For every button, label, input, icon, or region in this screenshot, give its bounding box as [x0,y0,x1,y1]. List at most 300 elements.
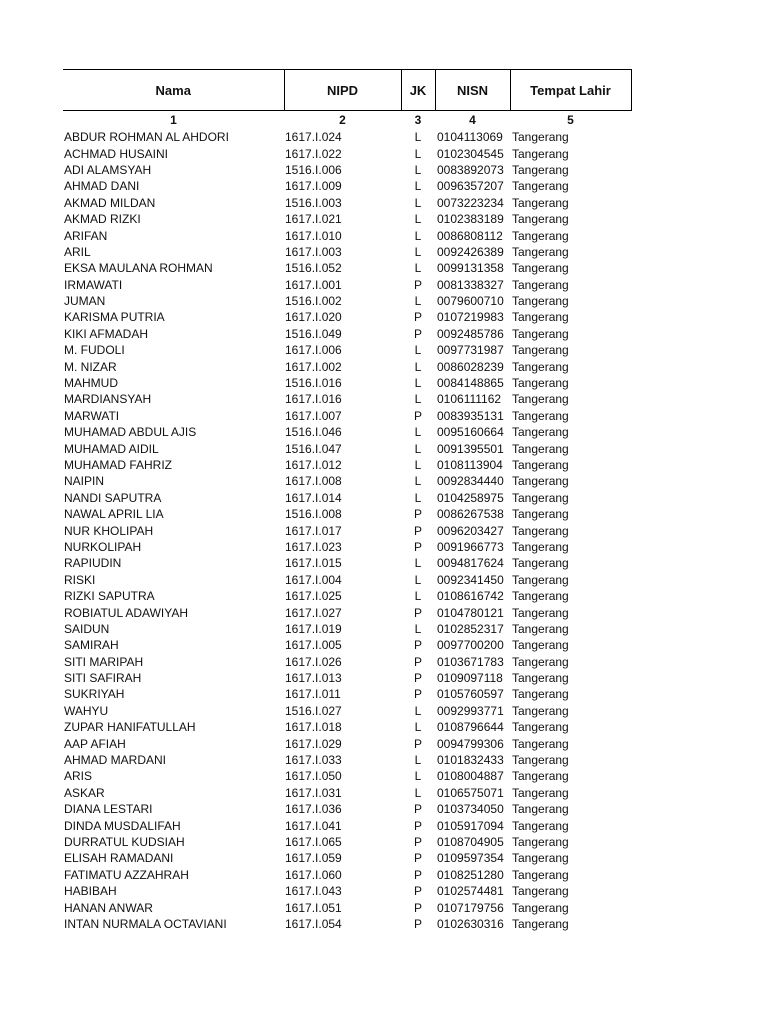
cell-nama: RAPIUDIN [64,556,122,571]
cell-nama: ASKAR [64,785,105,800]
cell-tempat-lahir: Tangerang [512,785,569,800]
cell-jk: P [413,834,422,849]
cell-nipd: 1617.I.025 [285,589,342,604]
cell-nama: ACHMAD HUSAINI [64,146,169,161]
table-row [63,621,631,637]
cell-nipd: 1516.I.006 [285,162,342,177]
table-row [63,637,631,653]
cell-nama: ELISAH RAMADANI [64,851,174,866]
cell-tempat-lahir: Tangerang [512,507,569,522]
cell-tempat-lahir: Tangerang [512,310,569,325]
cell-tempat-lahir: Tangerang [512,867,569,882]
cell-tempat-lahir: Tangerang [512,834,569,849]
table-row [63,817,631,833]
cell-nipd: 1516.I.002 [285,294,342,309]
cell-tempat-lahir: Tangerang [512,703,569,718]
cell-tempat-lahir: Tangerang [512,408,569,423]
table-row [63,867,631,883]
table-row [63,408,631,424]
cell-nisn: 0103734050 [437,802,504,817]
cell-jk: L [414,162,422,177]
cell-nipd: 1617.I.024 [285,130,342,145]
cell-nisn: 0105917094 [437,818,504,833]
cell-nisn: 0103671783 [437,654,504,669]
cell-nama: SAIDUN [64,621,110,636]
cell-jk: P [413,671,422,686]
cell-tempat-lahir: Tangerang [512,343,569,358]
cell-jk: L [414,195,422,210]
table-row [63,326,631,342]
table-row [63,768,631,784]
cell-nisn: 0104258975 [437,490,504,505]
table-row [63,588,631,604]
cell-jk: L [414,343,422,358]
table-row [63,801,631,817]
cell-nama: SITI MARIPAH [64,654,144,669]
cell-jk: P [413,408,422,423]
cell-nipd: 1516.I.008 [285,507,342,522]
table-row [63,227,631,243]
cell-nisn: 0108616742 [437,589,504,604]
table-row [63,358,631,374]
table-row [63,293,631,309]
cell-nipd: 1617.I.017 [285,523,342,538]
cell-jk: L [414,294,422,309]
header-row [63,70,631,111]
cell-jk: L [414,785,422,800]
cell-nisn: 0106111162 [437,392,502,407]
cell-jk: P [413,736,422,751]
cell-tempat-lahir: Tangerang [512,523,569,538]
table-row [63,703,631,719]
cell-tempat-lahir: Tangerang [512,802,569,817]
table-row [63,145,631,161]
header-tempat-lahir: Tempat Lahir [510,70,631,111]
table-row [63,752,631,768]
cell-jk: L [414,572,422,587]
cell-nisn: 0083935131 [437,408,504,423]
table-row [63,670,631,686]
cell-nisn: 0086267538 [437,507,504,522]
cell-nama: AKMAD MILDAN [64,195,156,210]
cell-nipd: 1617.I.015 [285,556,342,571]
cell-nama: WAHYU [64,703,109,718]
cell-tempat-lahir: Tangerang [512,572,569,587]
cell-jk: L [414,556,422,571]
cell-nipd: 1617.I.031 [285,785,342,800]
cell-jk: P [413,310,422,325]
cell-nipd: 1617.I.004 [285,572,342,587]
cell-jk: P [413,326,422,341]
cell-nisn: 0107219983 [437,310,504,325]
cell-nipd: 1617.I.003 [285,244,342,259]
header-nama: Nama [63,70,284,111]
cell-nipd: 1617.I.033 [285,753,342,768]
cell-nisn: 0108796644 [437,720,504,735]
cell-nama: AHMAD MARDANI [64,753,167,768]
cell-jk: L [414,359,422,374]
table-row [63,834,631,850]
cell-nisn: 0104113069 [437,130,503,145]
table-row [63,735,631,751]
table-row [63,785,631,801]
cell-tempat-lahir: Tangerang [512,753,569,768]
cell-jk: P [413,654,422,669]
table-row [63,490,631,506]
cell-tempat-lahir: Tangerang [512,671,569,686]
cell-jk: L [414,228,422,243]
table-row [63,654,631,670]
cell-tempat-lahir: Tangerang [512,900,569,915]
cell-nisn: 0092426389 [437,244,504,259]
cell-nisn: 0091395501 [437,441,504,456]
column-number: 5 [567,113,574,127]
header-jk: JK [401,70,435,111]
cell-nipd: 1617.I.050 [285,769,342,784]
table-row [63,178,631,194]
cell-nisn: 0108004887 [437,769,504,784]
header-nisn: NISN [435,70,510,111]
cell-nisn: 0102574481 [437,884,504,899]
cell-tempat-lahir: Tangerang [512,458,569,472]
cell-nisn: 0081338327 [437,277,504,292]
cell-jk: P [413,605,422,620]
cell-tempat-lahir: Tangerang [512,326,569,341]
cell-nipd: 1617.I.041 [285,818,342,833]
cell-nipd: 1617.I.014 [285,490,342,505]
student-list-sheet [63,69,763,932]
cell-nama: AAP AFIAH [64,736,126,751]
cell-nipd: 1617.I.026 [285,654,342,669]
cell-nisn: 0109597354 [437,851,504,866]
cell-jk: L [414,441,422,456]
cell-nipd: 1516.I.047 [285,441,342,456]
cell-nisn: 0094817624 [437,556,504,571]
table-row [63,342,631,358]
cell-nisn: 0108113904 [437,458,503,472]
cell-jk: L [414,458,422,472]
cell-nisn: 0086808112 [437,228,503,243]
table-row [63,211,631,227]
cell-nisn: 0104780121 [437,605,504,620]
cell-tempat-lahir: Tangerang [512,179,569,194]
cell-tempat-lahir: Tangerang [512,277,569,292]
cell-nama: NAIPIN [64,474,105,489]
cell-nama: ZUPAR HANIFATULLAH [64,720,196,735]
cell-nisn: 0099131358 [437,261,504,276]
cell-tempat-lahir: Tangerang [512,441,569,456]
cell-jk: P [413,916,422,931]
cell-nipd: 1617.I.051 [285,900,342,915]
cell-jk: P [413,884,422,899]
cell-nisn: 0083892073 [437,162,504,177]
cell-tempat-lahir: Tangerang [512,589,569,604]
cell-nama: SITI SAFIRAH [64,671,142,686]
cell-jk: P [413,900,422,915]
cell-nipd: 1617.I.016 [285,392,342,407]
student-table [63,69,632,932]
cell-nama: NANDI SAPUTRA [64,490,162,505]
cell-tempat-lahir: Tangerang [512,736,569,751]
cell-nipd: 1516.I.052 [285,261,342,276]
cell-tempat-lahir: Tangerang [512,687,569,702]
cell-nama: INTAN NURMALA OCTAVIANI [64,916,227,931]
cell-tempat-lahir: Tangerang [512,490,569,505]
table-row [63,277,631,293]
cell-nipd: 1617.I.023 [285,539,342,554]
cell-nama: DINDA MUSDALIFAH [64,818,181,833]
cell-nipd: 1617.I.029 [285,736,342,751]
cell-nipd: 1617.I.022 [285,146,342,161]
cell-jk: P [413,818,422,833]
cell-nipd: 1617.I.007 [285,408,342,423]
cell-nama: MARDIANSYAH [64,392,152,407]
cell-nama: ADI ALAMSYAH [64,162,152,177]
cell-nama: M. NIZAR [64,359,117,374]
cell-jk: L [414,621,422,636]
column-number-row [63,111,631,130]
cell-nisn: 0092485786 [437,326,504,341]
cell-nama: EKSA MAULANA ROHMAN [64,261,213,276]
cell-nipd: 1617.I.043 [285,884,342,899]
cell-jk: L [414,212,422,227]
cell-nama: RIZKI SAPUTRA [64,589,155,604]
table-row [63,539,631,555]
cell-jk: P [413,507,422,522]
cell-jk: L [414,146,422,161]
cell-nisn: 0106575071 [437,785,504,800]
table-row [63,899,631,915]
cell-nipd: 1617.I.020 [285,310,342,325]
cell-nisn: 0102383189 [437,212,504,227]
column-number: 3 [414,113,422,127]
cell-tempat-lahir: Tangerang [512,556,569,571]
table-row [63,391,631,407]
table-row [63,162,631,178]
cell-tempat-lahir: Tangerang [512,425,569,440]
cell-tempat-lahir: Tangerang [512,228,569,243]
cell-nipd: 1617.I.059 [285,851,342,866]
cell-nama: FATIMATU AZZAHRAH [64,867,189,882]
cell-nama: NAWAL APRIL LIA [64,507,164,522]
cell-tempat-lahir: Tangerang [512,539,569,554]
cell-tempat-lahir: Tangerang [512,916,569,931]
cell-nama: IRMAWATI [64,277,123,292]
cell-jk: L [414,753,422,768]
cell-nama: NURKOLIPAH [64,539,142,554]
cell-nisn: 0096203427 [437,523,504,538]
header-nipd: NIPD [284,70,401,111]
cell-jk: L [414,769,422,784]
cell-nipd: 1516.I.016 [285,376,342,391]
cell-nipd: 1617.I.019 [285,621,342,636]
table-row [63,686,631,702]
cell-nama: KIKI AFMADAH [64,326,149,341]
cell-jk: L [414,425,422,440]
cell-nisn: 0092993771 [437,703,504,718]
table-row [63,244,631,260]
cell-nipd: 1617.I.027 [285,605,342,620]
cell-jk: L [414,392,422,407]
cell-jk: P [413,867,422,882]
cell-nisn: 0102630316 [437,916,504,931]
cell-nipd: 1617.I.011 [285,687,341,702]
cell-tempat-lahir: Tangerang [512,769,569,784]
cell-nama: MUHAMAD FAHRIZ [64,458,172,472]
cell-tempat-lahir: Tangerang [512,359,569,374]
cell-nisn: 0079600710 [437,294,504,309]
cell-nisn: 0096357207 [437,179,504,194]
cell-nisn: 0105760597 [437,687,504,702]
cell-jk: L [414,703,422,718]
cell-tempat-lahir: Tangerang [512,162,569,177]
cell-nama: HANAN ANWAR [64,900,153,915]
table-row [63,506,631,522]
cell-nisn: 0084148865 [437,376,504,391]
table-row [63,260,631,276]
cell-jk: P [413,523,422,538]
cell-nama: AKMAD RIZKI [64,212,141,227]
cell-nipd: 1617.I.009 [285,179,342,194]
column-number: 1 [170,113,177,127]
cell-tempat-lahir: Tangerang [512,720,569,735]
cell-nama: AHMAD DANI [64,179,140,194]
column-number: 2 [339,113,346,127]
cell-nama: SAMIRAH [64,638,119,653]
table-row [63,473,631,489]
cell-nama: ABDUR ROHMAN AL AHDORI [64,130,229,145]
cell-nipd: 1617.I.060 [285,867,342,882]
cell-nama: MUHAMAD ABDUL AJIS [64,425,197,440]
cell-nama: ARIS [64,769,93,784]
cell-nisn: 0086028239 [437,359,504,374]
cell-jk: P [413,277,422,292]
cell-tempat-lahir: Tangerang [512,621,569,636]
cell-tempat-lahir: Tangerang [512,654,569,669]
cell-nipd: 1617.I.002 [285,359,342,374]
cell-nama: DURRATUL KUDSIAH [64,834,185,849]
cell-nisn: 0102852317 [437,621,504,636]
cell-jk: P [413,851,422,866]
cell-tempat-lahir: Tangerang [512,376,569,391]
cell-nama: MARWATI [64,408,120,423]
cell-jk: L [414,376,422,391]
cell-tempat-lahir: Tangerang [512,474,569,489]
cell-nisn: 0102304545 [437,146,504,161]
cell-tempat-lahir: Tangerang [512,261,569,276]
cell-nipd: 1617.I.036 [285,802,342,817]
cell-nama: JUMAN [64,294,106,309]
cell-jk: L [414,261,422,276]
cell-nipd: 1617.I.054 [285,916,342,931]
cell-jk: P [413,539,422,554]
cell-nisn: 0091966773 [437,539,504,554]
table-row [63,129,631,145]
cell-tempat-lahir: Tangerang [512,294,569,309]
cell-jk: L [414,589,422,604]
cell-nipd: 1516.I.027 [285,703,342,718]
cell-jk: P [413,687,422,702]
cell-tempat-lahir: Tangerang [512,195,569,210]
cell-nisn: 0092341450 [437,572,504,587]
cell-nama: HABIBAH [64,884,117,899]
cell-nama: RISKI [64,572,96,587]
cell-nama: ROBIATUL ADAWIYAH [64,605,189,620]
cell-nama: MAHMUD [64,376,118,391]
cell-jk: P [413,638,422,653]
cell-nama: DIANA LESTARI [64,802,153,817]
cell-nisn: 0095160664 [437,425,504,440]
cell-jk: L [414,244,422,259]
cell-nipd: 1516.I.049 [285,326,342,341]
cell-nisn: 0097731987 [437,343,504,358]
cell-nipd: 1617.I.012 [285,458,342,472]
cell-nama: ARIL [64,244,91,259]
cell-jk: L [414,490,422,505]
cell-nipd: 1617.I.008 [285,474,342,489]
cell-tempat-lahir: Tangerang [512,130,569,145]
cell-nama: KARISMA PUTRIA [64,310,165,325]
cell-tempat-lahir: Tangerang [512,146,569,161]
table-row [63,719,631,735]
cell-nipd: 1617.I.006 [285,343,342,358]
cell-nisn: 0094799306 [437,736,504,751]
table-row [63,850,631,866]
cell-tempat-lahir: Tangerang [512,392,569,407]
cell-nama: SUKRIYAH [64,687,125,702]
cell-nama: ARIFAN [64,228,108,243]
cell-jk: L [414,720,422,735]
cell-tempat-lahir: Tangerang [512,244,569,259]
table-row [63,457,631,473]
table-row [63,522,631,538]
table-row [63,375,631,391]
cell-nipd: 1516.I.046 [285,425,342,440]
cell-jk: L [414,130,422,145]
cell-nipd: 1617.I.005 [285,638,342,653]
cell-nisn: 0097700200 [437,638,504,653]
table-row [63,195,631,211]
cell-tempat-lahir: Tangerang [512,851,569,866]
cell-nipd: 1516.I.003 [285,195,342,210]
cell-nama: NUR KHOLIPAH [64,523,154,538]
cell-nisn: 0108251280 [437,867,504,882]
table-row [63,424,631,440]
cell-tempat-lahir: Tangerang [512,605,569,620]
cell-nisn: 0092834440 [437,474,504,489]
cell-nipd: 1617.I.021 [285,212,342,227]
cell-nipd: 1617.I.065 [285,834,342,849]
cell-nama: M. FUDOLI [64,343,125,358]
cell-tempat-lahir: Tangerang [512,818,569,833]
cell-tempat-lahir: Tangerang [512,884,569,899]
cell-tempat-lahir: Tangerang [512,638,569,653]
cell-nisn: 0108704905 [437,834,504,849]
table-row [63,883,631,899]
cell-jk: L [414,474,422,489]
table-row [63,555,631,571]
cell-nipd: 1617.I.001 [285,277,342,292]
cell-nisn: 0109097118 [437,671,503,686]
cell-nisn: 0107179756 [437,900,504,915]
cell-nipd: 1617.I.018 [285,720,342,735]
cell-nisn: 0101832433 [437,753,504,768]
cell-jk: P [413,802,422,817]
cell-nipd: 1617.I.013 [285,671,342,686]
column-number: 4 [469,113,476,127]
table-row [63,309,631,325]
cell-nipd: 1617.I.010 [285,228,342,243]
